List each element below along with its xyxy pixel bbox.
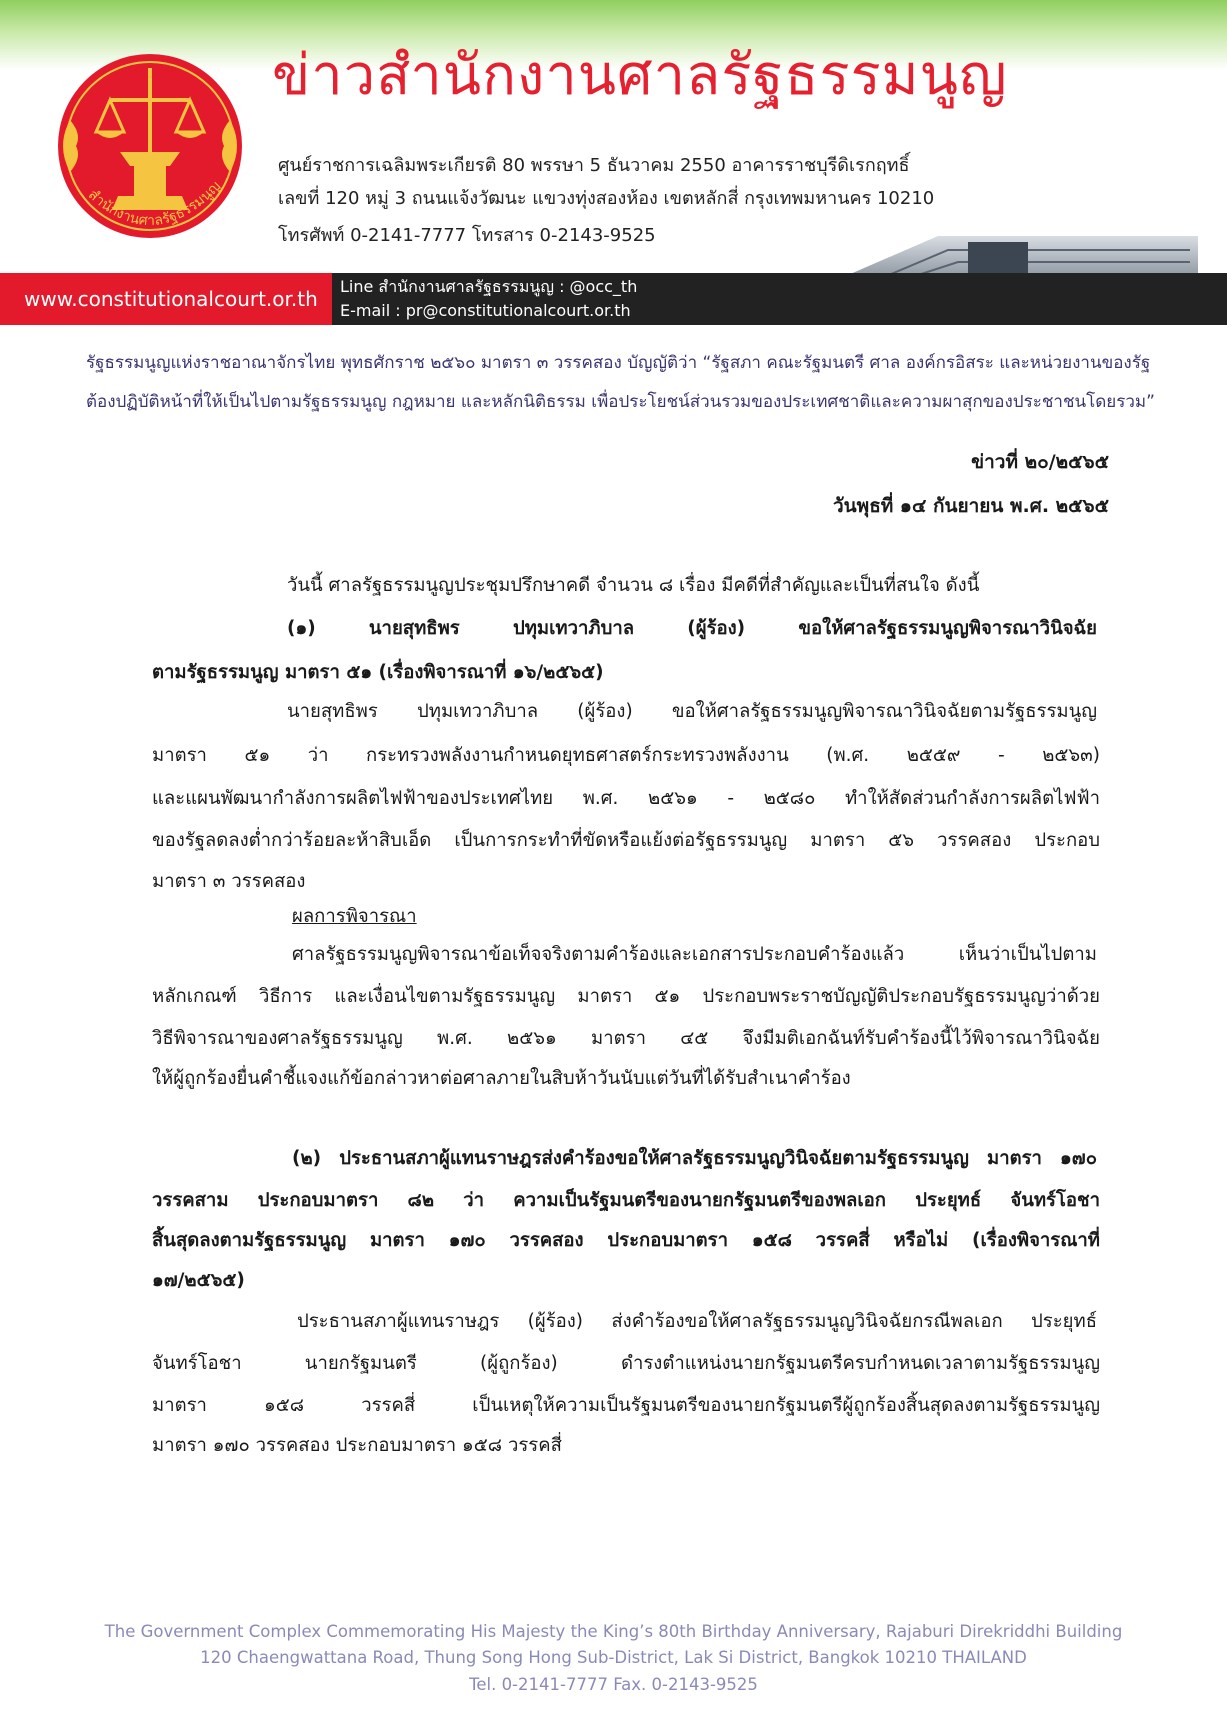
intro-paragraph: วันนี้ ศาลรัฐธรรมนูญประชุมปรึกษาคดี จำนวน ๘ เรื่อง มีคดีที่สำคัญและเป็นที่สนใจ ดังนี้: [287, 575, 980, 596]
case1-result-line-2: หลักเกณฑ์ วิธีการ และเงื่อนไขตามรัฐธรรมนูญ มาตรา ๕๑ ประกอบพระราชบัญญัติประกอบรัฐธรรมนูญว่าด้วย: [152, 986, 1100, 1007]
court-emblem-logo: [52, 40, 248, 252]
case1-para-line-2: มาตรา ๕๑ ว่า กระทรวงพลังงานกำหนดยุทธศาสตร์กระทรวงพลังงาน (พ.ศ. ๒๕๕๙ - ๒๕๖๓): [152, 745, 1100, 766]
case1-result-heading: ผลการพิจารณา: [292, 906, 417, 927]
footer-line-1: The Government Complex Commemorating His Majesty the King’s 80th Birthday Anniversary, Rajaburi Direkriddhi Building: [104, 1622, 1123, 1641]
website-link[interactable]: www.constitutionalcourt.or.th: [24, 287, 318, 311]
address-line-2: เลขที่ 120 หมู่ 3 ถนนแจ้งวัฒนะ แขวงทุ่งสองห้อง เขตหลักสี่ กรุงเทพมหานคร 10210: [278, 188, 935, 209]
website-panel: [0, 273, 332, 325]
constitution-quote-line-2: ต้องปฏิบัติหน้าที่ให้เป็นไปตามรัฐธรรมนูญ กฎหมาย และหลักนิติธรรม เพื่อประโยชน์ส่วนรวมของประเทศชาติและความผาสุกของประชาชนโดยรวม”: [86, 392, 1155, 412]
case1-para-line-1: นายสุทธิพร ปทุมเทวาภิบาล (ผู้ร้อง) ขอให้ศาลรัฐธรรมนูญพิจารณาวินิจฉัยตามรัฐธรรมนูญ: [287, 701, 1097, 722]
case2-para-line-3: มาตรา ๑๕๘ วรรคสี่ เป็นเหตุให้ความเป็นรัฐมนตรีของนายกรัฐมนตรีผู้ถูกร้องสิ้นสุดลงตามรัฐธรรมนูญ: [152, 1395, 1100, 1416]
case2-heading-line-3: สิ้นสุดลงตามรัฐธรรมนูญ มาตรา ๑๗๐ วรรคสอง ประกอบมาตรา ๑๕๘ วรรคสี่ หรือไม่ (เรื่องพิจารณาที่: [152, 1230, 1100, 1251]
case1-para-line-3: และแผนพัฒนากำลังการผลิตไฟฟ้าของประเทศไทย พ.ศ. ๒๕๖๑ - ๒๕๘๐ ทำให้สัดส่วนกำลังการผลิตไฟฟ้า: [152, 788, 1100, 809]
news-number: ข่าวที่ ๒๐/๒๕๖๕: [971, 451, 1109, 473]
contact-bar: [0, 273, 1227, 325]
phone-fax-line: โทรศัพท์ 0-2141-7777 โทรสาร 0-2143-9525: [278, 225, 656, 246]
case1-para-line-4: ของรัฐลดลงต่ำกว่าร้อยละห้าสิบเอ็ด เป็นการกระทำที่ขัดหรือแย้งต่อรัฐธรรมนูญ มาตรา ๕๖ วรรคสอง ประกอบ: [152, 830, 1100, 851]
case1-result-line-4: ให้ผู้ถูกร้องยื่นคำชี้แจงแก้ข้อกล่าวหาต่อศาลภายในสิบห้าวันนับแต่วันที่ได้รับสำเนาคำร้อง: [152, 1068, 851, 1089]
case1-para-line-5: มาตรา ๓ วรรคสอง: [152, 871, 306, 892]
case1-result-line-1: ศาลรัฐธรรมนูญพิจารณาข้อเท็จจริงตามคำร้องและเอกสารประกอบคำร้องแล้ว เห็นว่าเป็นไปตาม: [292, 944, 1097, 965]
email-address[interactable]: E-mail : pr@constitutionalcourt.or.th: [340, 301, 631, 320]
case2-heading-line-2: วรรคสาม ประกอบมาตรา ๘๒ ว่า ความเป็นรัฐมนตรีของนายกรัฐมนตรีของพลเอก ประยุทธ์ จันทร์โอชา: [152, 1190, 1100, 1211]
svg-text:สำนักงานศาลรัฐธรรมนูญ: สำนักงานศาลรัฐธรรมนูญ: [85, 178, 225, 230]
footer-line-3: Tel. 0-2141-7777 Fax. 0-2143-9525: [469, 1675, 758, 1694]
case2-heading-line-1: (๒) ประธานสภาผู้แทนราษฎรส่งคำร้องขอให้ศาลรัฐธรรมนูญวินิจฉัยตามรัฐธรรมนูญ มาตรา ๑๗๐: [292, 1148, 1097, 1169]
case1-heading-line-1: (๑) นายสุทธิพร ปทุมเทวาภิบาล (ผู้ร้อง) ขอให้ศาลรัฐธรรมนูญพิจารณาวินิจฉัย: [287, 618, 1097, 639]
case1-result-line-3: วิธีพิจารณาของศาลรัฐธรรมนูญ พ.ศ. ๒๕๖๑ มาตรา ๔๕ จึงมีมติเอกฉันท์รับคำร้องนี้ไว้พิจารณาวินิจฉัย: [152, 1028, 1100, 1049]
case1-heading-line-2: ตามรัฐธรรมนูญ มาตรา ๕๑ (เรื่องพิจารณาที่ ๑๖/๒๕๖๕): [152, 662, 604, 683]
news-date: วันพุธที่ ๑๔ กันยายน พ.ศ. ๒๕๖๕: [833, 495, 1109, 517]
case2-para-line-1: ประธานสภาผู้แทนราษฎร (ผู้ร้อง) ส่งคำร้องขอให้ศาลรัฐธรรมนูญวินิจฉัยกรณีพลเอก ประยุทธ์: [297, 1311, 1097, 1332]
line-id: Line สำนักงานศาลรัฐธรรมนูญ : @occ_th: [340, 277, 638, 296]
org-title: ข่าวสำนักงานศาลรัฐธรรมนูญ: [272, 43, 1008, 108]
case2-para-line-2: จันทร์โอชา นายกรัฐมนตรี (ผู้ถูกร้อง) ดำรงตำแหน่งนายกรัฐมนตรีครบกำหนดเวลาตามรัฐธรรมนูญ: [152, 1353, 1100, 1374]
case2-para-line-4: มาตรา ๑๗๐ วรรคสอง ประกอบมาตรา ๑๕๘ วรรคสี่: [152, 1435, 562, 1456]
footer-line-2: 120 Chaengwattana Road, Thung Song Hong Sub-District, Lak Si District, Bangkok 10210 THAILAND: [200, 1648, 1027, 1667]
constitution-quote-line-1: รัฐธรรมนูญแห่งราชอาณาจักรไทย พุทธศักราช ๒๕๖๐ มาตรา ๓ วรรคสอง บัญญัติว่า “รัฐสภา คณะรัฐมนตรี ศาล องค์กรอิสระ และหน่วยงานของรัฐ: [86, 353, 1151, 373]
case2-heading-line-4: ๑๗/๒๕๖๕): [152, 1270, 245, 1291]
address-line-1: ศูนย์ราชการเฉลิมพระเกียรติ 80 พรรษา 5 ธันวาคม 2550 อาคารราชบุรีดิเรกฤทธิ์: [278, 155, 910, 176]
